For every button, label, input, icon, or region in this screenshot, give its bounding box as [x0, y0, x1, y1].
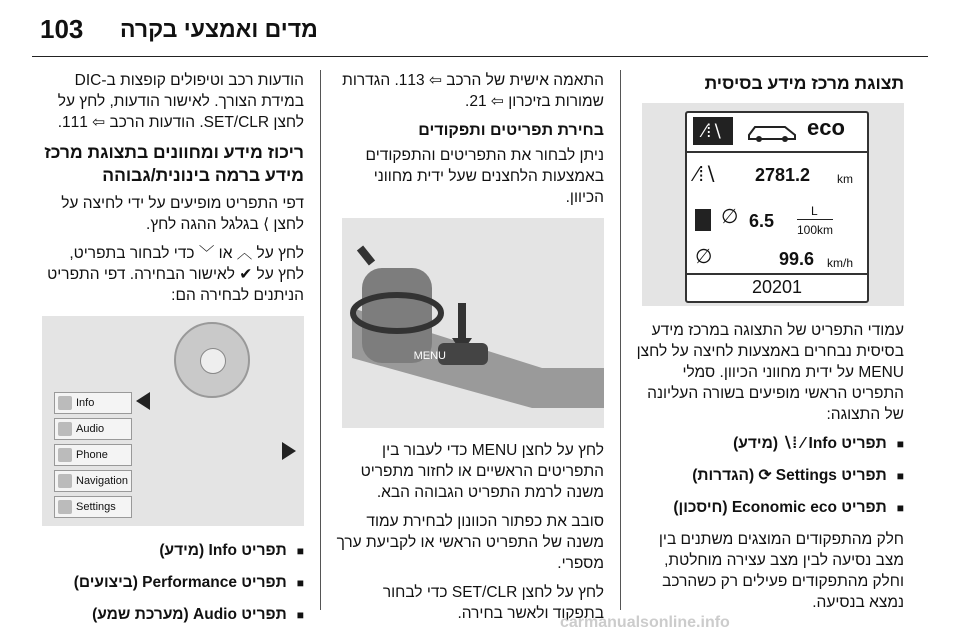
bullet-item: ■ תפריט Audio (מערכת שמע) — [40, 604, 304, 626]
paragraph: לחץ על לחצן SET/CLR כדי לבחור בתפקוד ולאשר בחירה. — [382, 584, 604, 622]
paragraph: עמודי התפריט של התצוגה במרכז מידע בסיסית נבחרים באמצעות לחיצה על לחצן MENU על ידית מחווני הכיוון. סמלי התפריט הראשי מופיעים בשורה העליונה של התצוגה: — [636, 322, 904, 423]
fuel-unit-bottom: 100km — [797, 219, 833, 241]
section-heading: ריכוז מידע ומחוונים בתצוגת מרכז מידע ברמה בינונית/גבוהה — [44, 142, 304, 185]
column-left — [40, 70, 304, 636]
paragraph: התאמה אישית של הרכב ⇦ 113. הגדרות שמורות בזיכרון ⇦ 21. — [342, 72, 604, 110]
column-divider — [620, 70, 621, 610]
page-title: מדים ואמצעי בקרה — [120, 16, 318, 42]
fuel-unit-top: L — [811, 204, 818, 218]
column-divider — [320, 70, 321, 610]
bullet-item: ■ תפריט Economic eco (חיסכון) — [636, 497, 904, 519]
paragraph: דפי התפריט מופיעים על ידי לחיצה על לחצן ⟩ בגלגל ההגה לחץ. — [61, 195, 304, 233]
bullet-item: ■ תפריט Info ⁄ ⁞∖ (מידע) — [636, 433, 904, 455]
trip-icon: ∕⁞∖ — [695, 164, 717, 186]
average-icon: ∅ — [695, 246, 713, 268]
bullet-item: ■ תפריט Settings ⟳ (הגדרות) — [636, 465, 904, 487]
menu-item-info[interactable]: Info — [54, 392, 132, 414]
eco-icon: eco — [807, 115, 845, 140]
paragraph: לחץ על ︿ או ﹀ כדי לבחור בתפריט, לחץ על ✔ לאישור הבחירה. דפי התפריט הניתנים לבחירה הם: — [47, 245, 304, 304]
menu-item-settings[interactable]: Settings — [54, 496, 132, 518]
steering-controls-pad — [174, 322, 250, 398]
odometer-unit: km — [837, 172, 853, 186]
dashboard-figure — [642, 103, 904, 306]
menu-item-navigation[interactable]: Navigation — [54, 470, 132, 492]
odometer-value: 2781.2 — [755, 165, 811, 185]
paragraph: ניתן לבחור את התפריטים והתפקודים באמצעות הלחצנים שעל ידית מחווני הכיוון. — [365, 147, 604, 206]
lever-figure — [342, 218, 604, 428]
display-screen — [685, 111, 869, 303]
average-icon: ∅ — [721, 206, 739, 228]
bullet-item: ■ תפריט Info (מידע) — [40, 540, 304, 562]
lever-menu-label: MENU — [413, 350, 446, 362]
info-menu-icon: ∕⁞∖ — [693, 117, 733, 145]
paragraph: הודעות רכב וטיפולים קופצות ב-DIC במידת הצורך. לאישור הודעות, לחץ על לחצן SET/CLR. הודעות הרכב ⇦ 111. — [57, 72, 304, 131]
speed-value: 99.6 — [779, 249, 815, 269]
section-heading: תצוגת מרכז מידע בסיסית — [704, 73, 904, 93]
bullet-item: ■ תפריט Performance (ביצועים) — [40, 572, 304, 594]
page-number: 103 — [40, 14, 84, 44]
trip-counter: 20201 — [751, 277, 803, 297]
car-settings-icon — [745, 121, 799, 143]
paragraph: חלק מהתפקודים המוצגים משתנים בין מצב נסיעה לבין מצב עצירה מוחלטת, וחלק מהתפקודים פעילים רק כשהרכב נמצא בנסיעה. — [658, 531, 904, 611]
turn-signal-lever-illustration — [342, 218, 604, 428]
left-arrow-icon — [136, 392, 150, 410]
header-rule — [32, 56, 928, 57]
speed-unit: km/h — [827, 256, 854, 270]
fuel-pump-icon — [695, 209, 711, 231]
paragraph: סובב את כפתור הכוונון לבחירת עמוד משנה של התפריט הראשי או לקביעת ערך מספרי. — [336, 513, 604, 572]
watermark: carmanualsonline.info — [560, 614, 730, 631]
menu-item-phone[interactable]: Phone — [54, 444, 132, 466]
right-arrow-icon — [282, 442, 296, 460]
fuel-consumption-value: 6.5 — [749, 211, 775, 231]
section-heading: בחירת תפריטים ותפקודים — [418, 122, 604, 139]
paragraph: לחץ על לחצן MENU כדי לעבור בין התפריטים הראשיים או לחזור מתפריט משנה לרמת התפריט הגבוהה הבא. — [360, 442, 604, 501]
menu-figure — [42, 316, 304, 526]
column-middle — [336, 70, 604, 632]
menu-item-audio[interactable]: Audio — [54, 418, 132, 440]
column-right — [636, 70, 904, 621]
